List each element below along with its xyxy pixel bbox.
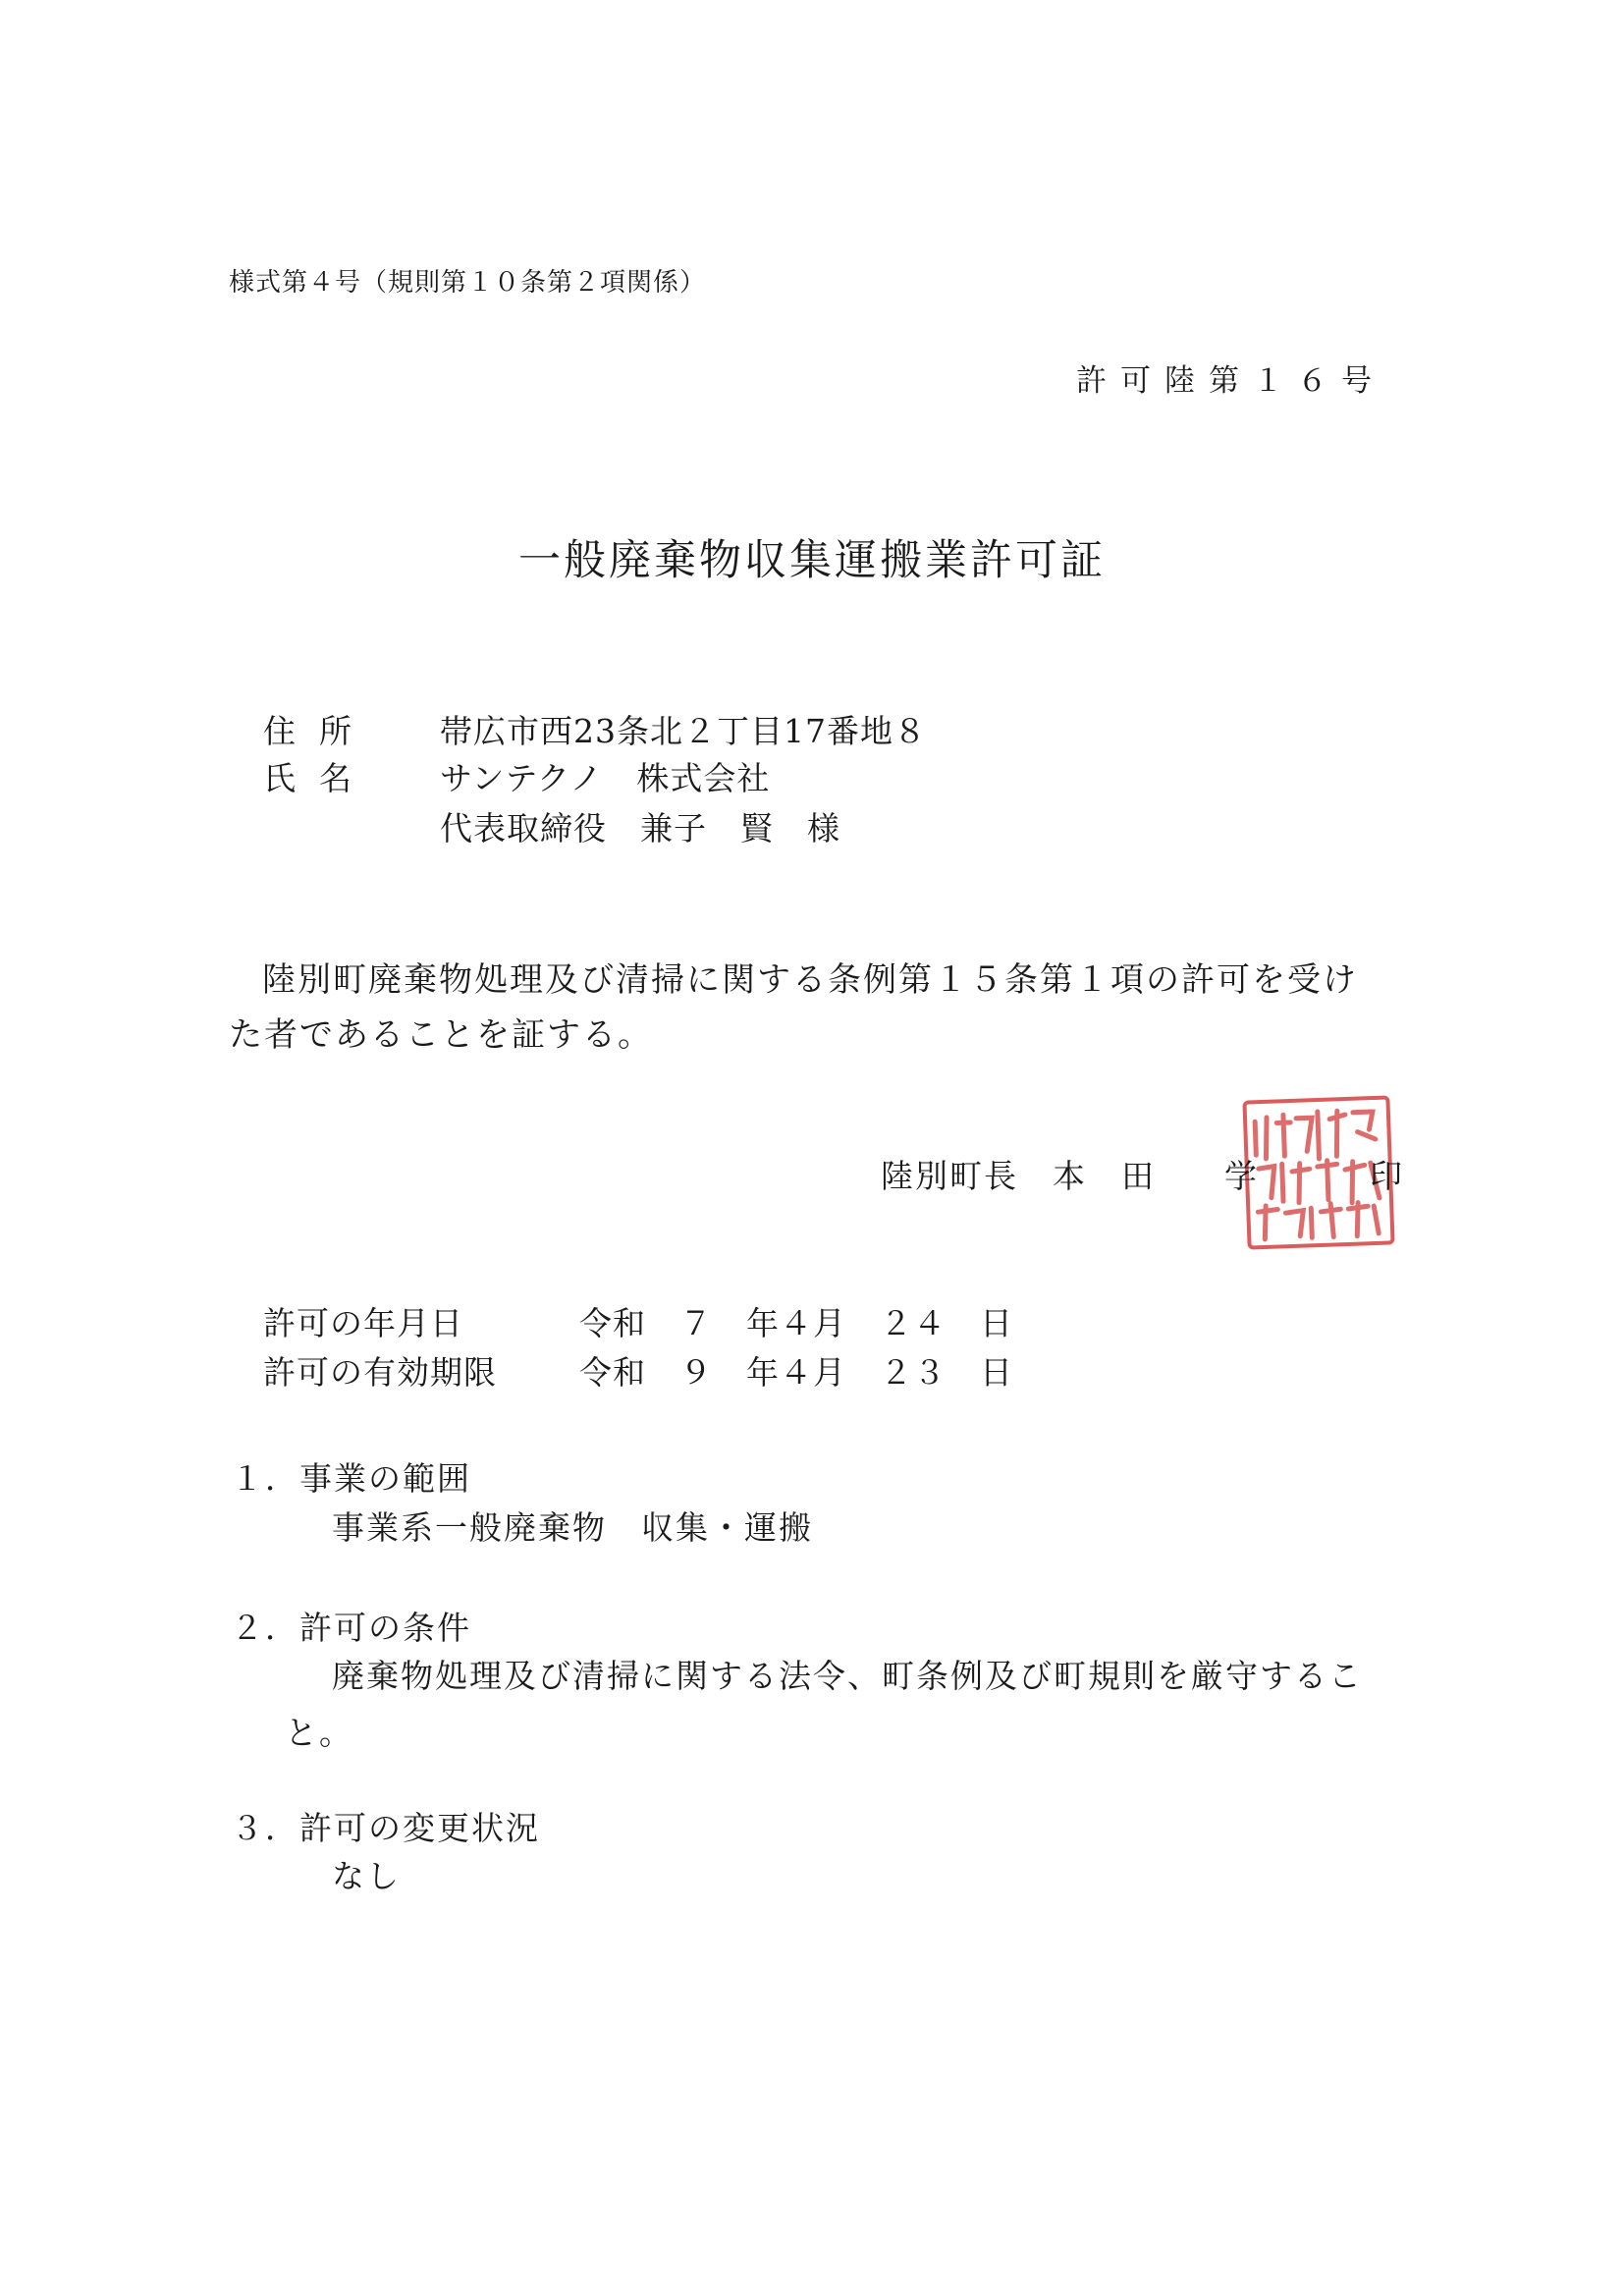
permit-date-value: 令和 ７ 年４月 ２４ 日 xyxy=(579,1304,1013,1342)
section-body: 事業系一般廃棄物 収集・運搬 xyxy=(332,1508,813,1547)
permit-date-label: 許可の年月日 xyxy=(263,1304,463,1342)
permit-number: 許可陸第１６号 xyxy=(1076,363,1385,399)
form-label: 様式第４号（規則第１０条第２項関係） xyxy=(229,268,707,298)
address-label: 住所 xyxy=(263,712,375,750)
certification-text: 陸別町廃棄物処理及び清掃に関する条例第１５条第１項の許可を受けた者であることを証する。 xyxy=(229,960,1358,1055)
representative-name: 代表取締役 兼子 賢 様 xyxy=(440,809,840,847)
seal-mark-label: 印 xyxy=(1370,1157,1402,1195)
address-value: 帯広市西23条北２丁目17番地８ xyxy=(440,712,927,750)
section-heading: ２．許可の条件 xyxy=(231,1609,471,1647)
mayor-signature: 陸別町長 本 田 学 xyxy=(881,1157,1259,1195)
section-body: 廃棄物処理及び清掃に関する法令、町条例及び町規則を厳守すること。 xyxy=(285,1657,1363,1752)
section-body: なし xyxy=(332,1857,401,1895)
expiry-date-value: 令和 ９ 年４月 ２３ 日 xyxy=(579,1353,1013,1392)
section-heading: ３．許可の変更状況 xyxy=(231,1809,540,1847)
section-heading: １．事業の範囲 xyxy=(231,1459,471,1498)
expiry-date-label: 許可の有効期限 xyxy=(263,1353,497,1392)
document-title: 一般廃棄物収集運搬業許可証 xyxy=(518,536,1106,585)
name-label: 氏名 xyxy=(263,759,375,797)
company-name: サンテクノ 株式会社 xyxy=(440,759,771,797)
